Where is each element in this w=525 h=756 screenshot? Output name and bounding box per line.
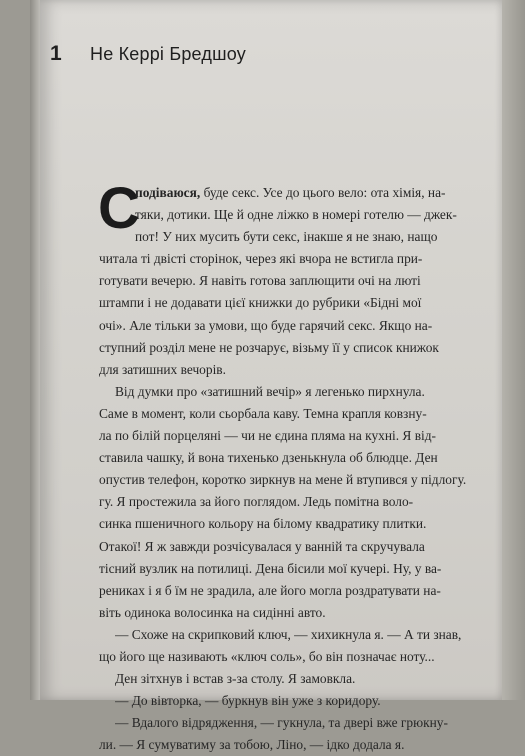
text-line: рениках і я б їм не зрадила, але його могла роздратувати на- xyxy=(99,582,441,598)
lead-word: подіваюся, xyxy=(135,185,201,200)
chapter-title: Не Керрі Бредшоу xyxy=(90,44,246,64)
chapter-body-text xyxy=(99,182,478,756)
text-line: — Вдалого відрядження, — гукнула, та двері вже грюкну- xyxy=(115,715,448,731)
text-line: готувати вечерю. Я навіть готова заплющити очі на люті xyxy=(99,273,421,289)
drop-cap-letter: С xyxy=(98,176,140,241)
text-line: для затишних вечорів. xyxy=(99,361,226,377)
text-line: синка пшеничного кольору на білому квадратику плитки. xyxy=(99,516,427,532)
text-line: гу. Я простежила за його поглядом. Ледь помітна воло- xyxy=(99,494,414,510)
text-line: тісний вузлик на потилиці. Дена бісили мої кучері. Ну, у ва- xyxy=(99,560,442,576)
text-line: віть одинока волосинка на сидінні авто. xyxy=(99,604,326,620)
text-line: ставила чашку, й вона тихенько дзенькнула об блюдце. Ден xyxy=(99,450,438,466)
text-line: ли. — Я сумуватиму за тобою, Ліно, — ідко додала я. xyxy=(99,737,405,753)
text-line: Саме в момент, коли сьорбала каву. Темна крапля ковзну- xyxy=(99,405,427,421)
text-line: — Схоже на скрипковий ключ, — хихикнула я. — А ти знав, xyxy=(115,626,462,642)
text-line: опустив телефон, коротко зиркнув на мене й втупився у підлогу. xyxy=(99,472,467,488)
text-line: читала ті двісті сторінок, через які вчора не встигла при- xyxy=(99,251,423,267)
text-line: — До вівторка, — буркнув він уже з коридору. xyxy=(115,693,381,709)
background-table xyxy=(499,0,525,700)
text-line: тяки, дотики. Ще й одне ліжко в номері готелю — джек- xyxy=(135,207,457,223)
text-line: Отакої! Я ж завжди розчісувалася у ванній та скручувала xyxy=(99,538,425,554)
text-line: пот! У них мусить бути секс, інакше я не знаю, нащо xyxy=(135,229,438,245)
text-line: що його ще називають «ключ соль», бо він позначає ноту... xyxy=(99,648,435,664)
text-line: подіваюся, буде секс. Усе до цього вело: ота хімія, на- xyxy=(135,185,446,200)
chapter-number: 1 xyxy=(50,42,62,65)
text-line: Від думки про «затишний вечір» я легенько пирхнула. xyxy=(115,383,425,399)
chapter-header xyxy=(50,42,246,66)
text-line: штампи і не додавати цієї книжки до рубрики «Бідні мої xyxy=(99,295,422,311)
text-line: очі». Але тільки за умови, що буде гарячий секс. Якщо на- xyxy=(99,317,433,333)
text-line: ступний розділ мене не розчарує, візьму її у список книжок xyxy=(99,339,439,355)
text-line: Ден зітхнув і встав з-за столу. Я замовкла. xyxy=(115,671,356,687)
text-line: ла по білій порцеляні — чи не єдина пляма на кухні. Я від- xyxy=(99,428,437,444)
